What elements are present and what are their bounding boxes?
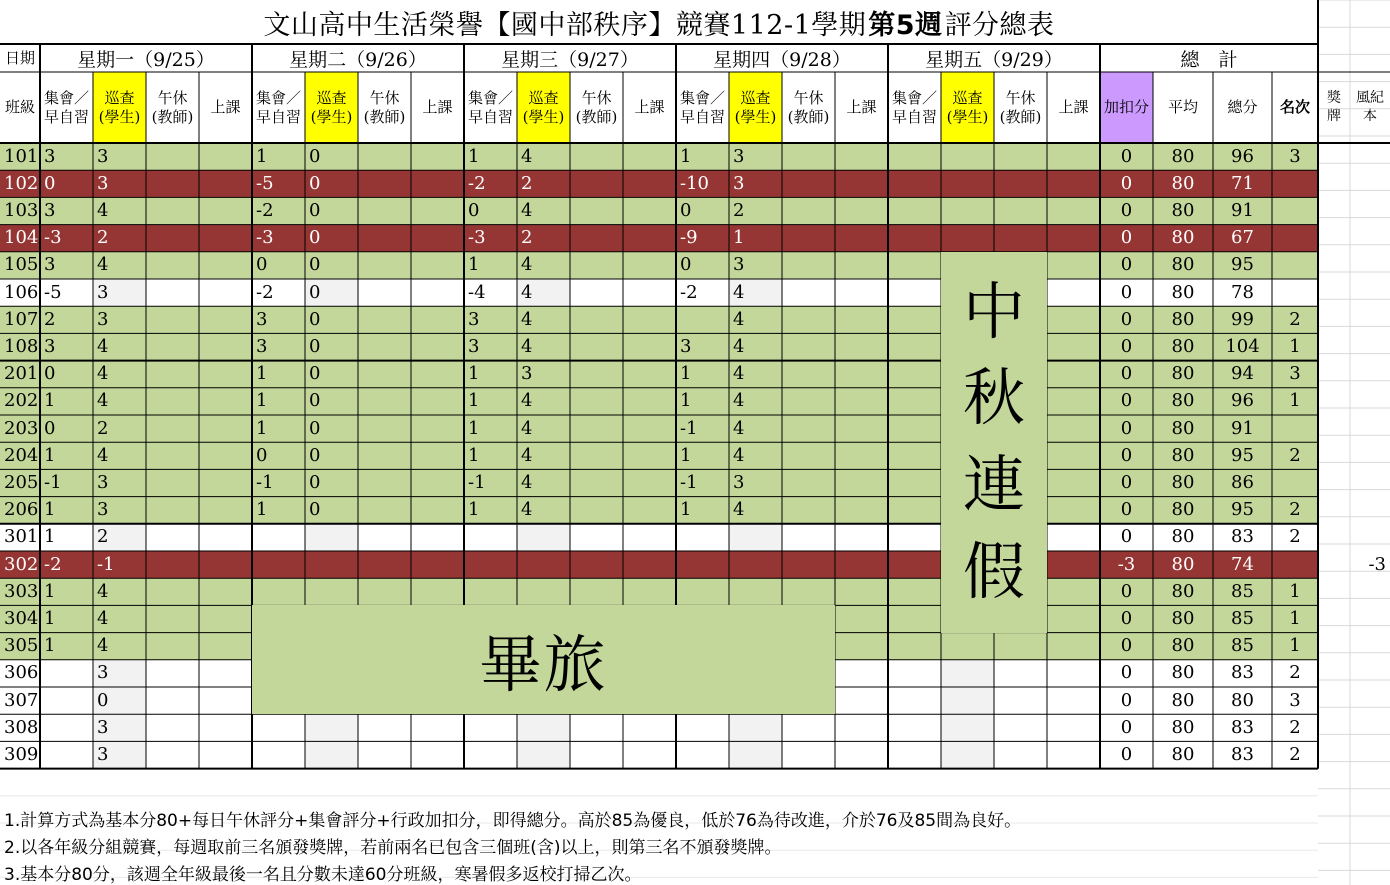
class-cell: 201 [0, 361, 40, 388]
total-score-cell: 83 [1213, 714, 1272, 741]
subcol-header: 集會／ 早自習 [43, 88, 89, 126]
score-cell: 1 [252, 497, 305, 524]
score-cell: 3 [40, 252, 93, 279]
average-cell: 80 [1153, 714, 1213, 741]
rank-cell: 2 [1272, 660, 1318, 687]
total-col-header: 平均 [1167, 98, 1198, 117]
score-cell: 4 [517, 388, 570, 415]
score-cell: 0 [93, 687, 146, 714]
score-cell: 0 [305, 497, 358, 524]
subcol-header: 午休 (教師) [363, 88, 406, 126]
score-cell: 4 [729, 361, 782, 388]
score-cell: -1 [464, 469, 517, 496]
rank-cell: 3 [1272, 361, 1318, 388]
average-cell: 80 [1153, 170, 1213, 197]
subcol-header: 午休 (教師) [999, 88, 1042, 126]
rank-cell: 2 [1272, 306, 1318, 333]
class-cell: 105 [0, 252, 40, 279]
score-cell: -3 [252, 225, 305, 252]
score-cell: 2 [93, 415, 146, 442]
score-cell: 3 [93, 279, 146, 306]
subcol-header: 上課 [422, 98, 453, 117]
score-cell: 1 [252, 388, 305, 415]
score-cell: -2 [252, 279, 305, 306]
footnote: 3.基本分80分，該週全年級最後一名且分數未達60分班級，寒暑假多返校打掃乙次。 [4, 865, 642, 885]
total-score-cell: 83 [1213, 660, 1272, 687]
score-cell: 4 [93, 252, 146, 279]
score-cell: 1 [40, 633, 93, 660]
rank-cell: 3 [1272, 687, 1318, 714]
extra-col-header: 風紀 本 [1356, 90, 1384, 124]
score-cell: 3 [729, 170, 782, 197]
class-cell: 103 [0, 197, 40, 224]
subcol-header: 午休 (教師) [787, 88, 830, 126]
score-cell: 0 [252, 252, 305, 279]
score-cell: 0 [305, 279, 358, 306]
day-header: 星期一（9/25） [77, 48, 215, 71]
subcol-header: 巡查 (學生) [941, 72, 994, 143]
score-cell: 1 [40, 442, 93, 469]
total-col-header: 加扣分 [1100, 72, 1153, 143]
score-cell: 3 [729, 469, 782, 496]
score-cell: 0 [305, 252, 358, 279]
subcol-header: 集會／ 早自習 [255, 88, 301, 126]
score-cell: 0 [305, 170, 358, 197]
rank-cell: 3 [1272, 143, 1318, 170]
average-cell: 80 [1153, 197, 1213, 224]
add-score-cell: 0 [1100, 578, 1153, 605]
add-score-cell: -3 [1100, 551, 1153, 578]
score-cell: 4 [729, 279, 782, 306]
score-cell: 4 [93, 333, 146, 360]
score-cell: 0 [464, 197, 517, 224]
score-cell: 3 [676, 333, 729, 360]
title-week: 第5週 [868, 9, 943, 41]
score-cell: -2 [464, 170, 517, 197]
subcol-header: 巡查 (學生) [93, 72, 146, 143]
score-cell: -1 [676, 469, 729, 496]
score-cell: 0 [305, 333, 358, 360]
total-score-cell: 99 [1213, 306, 1272, 333]
score-cell: 0 [676, 197, 729, 224]
rank-cell: 2 [1272, 524, 1318, 551]
score-cell: 3 [40, 197, 93, 224]
score-cell: 4 [517, 333, 570, 360]
total-score-cell: 80 [1213, 687, 1272, 714]
subcol-header: 巡查 (學生) [729, 72, 782, 143]
score-cell: 4 [517, 279, 570, 306]
score-cell: 3 [252, 306, 305, 333]
score-cell: 3 [93, 306, 146, 333]
score-cell: 0 [40, 170, 93, 197]
score-cell: 2 [517, 225, 570, 252]
score-cell: -3 [464, 225, 517, 252]
add-score-cell: 0 [1100, 306, 1153, 333]
subcol-header: 午休 (教師) [151, 88, 194, 126]
day-header: 星期四（9/28） [713, 48, 851, 71]
score-cell: 1 [676, 143, 729, 170]
average-cell: 80 [1153, 469, 1213, 496]
score-cell: 1 [464, 388, 517, 415]
score-cell: 0 [305, 442, 358, 469]
subcol-header: 上課 [210, 98, 241, 117]
rank-cell: 2 [1272, 442, 1318, 469]
score-cell: 1 [252, 361, 305, 388]
total-score-cell: 104 [1213, 333, 1272, 360]
score-cell: 1 [676, 442, 729, 469]
score-cell: 4 [93, 388, 146, 415]
discipline-book-cell: -3 [1368, 553, 1386, 575]
score-cell: 0 [305, 415, 358, 442]
add-score-cell: 0 [1100, 388, 1153, 415]
subcol-header: 午休 (教師) [575, 88, 618, 126]
total-score-cell: 85 [1213, 633, 1272, 660]
class-cell: 202 [0, 388, 40, 415]
average-cell: 80 [1153, 605, 1213, 632]
score-cell: 0 [305, 225, 358, 252]
class-cell: 302 [0, 551, 40, 578]
total-score-cell: 96 [1213, 143, 1272, 170]
rank-cell: 1 [1272, 578, 1318, 605]
score-cell: -10 [676, 170, 729, 197]
total-score-cell: 91 [1213, 415, 1272, 442]
score-cell: -3 [40, 225, 93, 252]
score-cell: 1 [464, 415, 517, 442]
add-score-cell: 0 [1100, 197, 1153, 224]
score-cell: 0 [305, 388, 358, 415]
average-cell: 80 [1153, 633, 1213, 660]
score-cell: 0 [305, 143, 358, 170]
score-cell: 4 [517, 497, 570, 524]
average-cell: 80 [1153, 442, 1213, 469]
score-cell: 3 [464, 306, 517, 333]
score-cell: 4 [93, 633, 146, 660]
score-cell: 1 [464, 442, 517, 469]
score-cell: 3 [93, 170, 146, 197]
total-score-cell: 85 [1213, 578, 1272, 605]
class-cell: 303 [0, 578, 40, 605]
footnote: 1.計算方式為基本分80+每日午休評分+集會評分+行政加扣分，即得總分。高於85為優良，低於76為待改進，介於76及85間為良好。 [4, 811, 1022, 831]
score-cell: 3 [93, 143, 146, 170]
score-cell: 1 [40, 524, 93, 551]
total-col-header: 總分 [1227, 98, 1258, 117]
trip-label: 畢旅 [479, 628, 608, 702]
title-prefix: 文山高中生活榮譽【國中部秩序】競賽112-1學期 [263, 9, 867, 41]
score-cell: 3 [40, 333, 93, 360]
score-cell: 3 [729, 143, 782, 170]
total-score-cell: 96 [1213, 388, 1272, 415]
add-score-cell: 0 [1100, 415, 1153, 442]
score-cell: -1 [40, 469, 93, 496]
score-cell: 3 [517, 361, 570, 388]
score-cell: 0 [305, 469, 358, 496]
score-cell: -4 [464, 279, 517, 306]
day-header: 星期三（9/27） [501, 48, 639, 71]
score-cell: 1 [252, 415, 305, 442]
average-cell: 80 [1153, 687, 1213, 714]
score-cell: -2 [252, 197, 305, 224]
total-score-cell: 95 [1213, 252, 1272, 279]
score-cell: 0 [676, 252, 729, 279]
score-cell: 3 [93, 714, 146, 741]
subcol-header: 集會／ 早自習 [467, 88, 513, 126]
average-cell: 80 [1153, 524, 1213, 551]
score-cell: 4 [93, 361, 146, 388]
rank-cell: 1 [1272, 633, 1318, 660]
holiday-char: 秋 [962, 361, 1025, 435]
holiday-char: 中 [962, 274, 1025, 348]
score-cell: 1 [40, 605, 93, 632]
total-score-cell: 78 [1213, 279, 1272, 306]
score-cell: 3 [93, 741, 146, 768]
holiday-char: 假 [962, 534, 1025, 608]
score-cell: -5 [252, 170, 305, 197]
subcol-header: 集會／ 早自習 [891, 88, 937, 126]
score-cell: 1 [729, 225, 782, 252]
score-cell: 4 [93, 578, 146, 605]
class-cell: 108 [0, 333, 40, 360]
add-score-cell: 0 [1100, 225, 1153, 252]
total-score-cell: 94 [1213, 361, 1272, 388]
score-cell: 2 [93, 225, 146, 252]
add-score-cell: 0 [1100, 252, 1153, 279]
class-cell: 304 [0, 605, 40, 632]
average-cell: 80 [1153, 361, 1213, 388]
add-score-cell: 0 [1100, 442, 1153, 469]
score-cell: 0 [40, 361, 93, 388]
subcol-header: 上課 [1058, 98, 1089, 117]
score-cell: 1 [464, 361, 517, 388]
average-cell: 80 [1153, 551, 1213, 578]
add-score-cell: 0 [1100, 361, 1153, 388]
total-score-cell: 95 [1213, 497, 1272, 524]
score-cell: 3 [93, 660, 146, 687]
add-score-cell: 0 [1100, 279, 1153, 306]
score-cell: 0 [305, 197, 358, 224]
subcol-header: 巡查 (學生) [517, 72, 570, 143]
total-score-cell: 85 [1213, 605, 1272, 632]
score-cell: 2 [729, 197, 782, 224]
score-cell: 4 [517, 197, 570, 224]
score-cell: 4 [93, 197, 146, 224]
score-cell: 3 [729, 252, 782, 279]
score-cell: 1 [40, 578, 93, 605]
score-cell: 4 [729, 442, 782, 469]
score-cell: 1 [676, 388, 729, 415]
score-cell: 1 [464, 252, 517, 279]
score-cell: 4 [517, 306, 570, 333]
class-label: 班級 [4, 98, 35, 116]
day-header: 星期二（9/26） [289, 48, 427, 71]
add-score-cell: 0 [1100, 524, 1153, 551]
add-score-cell: 0 [1100, 660, 1153, 687]
class-cell: 101 [0, 143, 40, 170]
score-cell: 1 [464, 143, 517, 170]
class-cell: 308 [0, 714, 40, 741]
class-cell: 307 [0, 687, 40, 714]
holiday-char: 連 [962, 448, 1025, 522]
title-suffix: 評分總表 [944, 9, 1055, 41]
score-cell: 1 [676, 361, 729, 388]
average-cell: 80 [1153, 388, 1213, 415]
score-cell: 4 [517, 415, 570, 442]
score-cell: 1 [252, 143, 305, 170]
rank-cell: 1 [1272, 333, 1318, 360]
extra-col-header: 獎 牌 [1327, 90, 1341, 124]
add-score-cell: 0 [1100, 714, 1153, 741]
score-cell: 4 [729, 333, 782, 360]
score-cell: -2 [676, 279, 729, 306]
score-cell: 2 [93, 524, 146, 551]
class-cell: 305 [0, 633, 40, 660]
score-cell: 1 [676, 497, 729, 524]
average-cell: 80 [1153, 660, 1213, 687]
average-cell: 80 [1153, 225, 1213, 252]
total-score-cell: 71 [1213, 170, 1272, 197]
average-cell: 80 [1153, 578, 1213, 605]
score-cell: -1 [93, 551, 146, 578]
average-cell: 80 [1153, 497, 1213, 524]
score-cell: 4 [517, 143, 570, 170]
score-cell: 4 [517, 469, 570, 496]
average-cell: 80 [1153, 143, 1213, 170]
total-score-cell: 74 [1213, 551, 1272, 578]
add-score-cell: 0 [1100, 469, 1153, 496]
rank-cell: 2 [1272, 497, 1318, 524]
footnote: 2.以各年級分組競賽，每週取前三名頒發獎牌，若前兩名已包含三個班(含)以上，則第三名不頒發獎牌。 [4, 838, 782, 858]
score-cell: 0 [252, 442, 305, 469]
score-cell: 3 [464, 333, 517, 360]
total-score-cell: 95 [1213, 442, 1272, 469]
average-cell: 80 [1153, 306, 1213, 333]
class-cell: 301 [0, 524, 40, 551]
score-cell: 4 [729, 415, 782, 442]
score-cell: 1 [40, 388, 93, 415]
total-score-cell: 67 [1213, 225, 1272, 252]
subcol-header: 上課 [846, 98, 877, 117]
add-score-cell: 0 [1100, 170, 1153, 197]
add-score-cell: 0 [1100, 633, 1153, 660]
score-cell: 3 [93, 469, 146, 496]
holiday-merged-cell [941, 252, 1047, 633]
rank-cell: 1 [1272, 388, 1318, 415]
average-cell: 80 [1153, 279, 1213, 306]
score-cell: 0 [40, 415, 93, 442]
total-score-cell: 83 [1213, 524, 1272, 551]
subcol-header: 巡查 (學生) [305, 72, 358, 143]
score-cell: 4 [93, 442, 146, 469]
class-cell: 203 [0, 415, 40, 442]
score-cell: -5 [40, 279, 93, 306]
class-cell: 309 [0, 741, 40, 768]
add-score-cell: 0 [1100, 687, 1153, 714]
add-score-cell: 0 [1100, 333, 1153, 360]
total-header: 總 計 [1180, 48, 1238, 71]
average-cell: 80 [1153, 252, 1213, 279]
add-score-cell: 0 [1100, 497, 1153, 524]
class-cell: 106 [0, 279, 40, 306]
total-score-cell: 83 [1213, 741, 1272, 768]
average-cell: 80 [1153, 415, 1213, 442]
score-cell: -1 [676, 415, 729, 442]
score-cell: 2 [40, 306, 93, 333]
class-cell: 104 [0, 225, 40, 252]
score-cell: -2 [40, 551, 93, 578]
subcol-header: 集會／ 早自習 [679, 88, 725, 126]
score-cell: -9 [676, 225, 729, 252]
score-cell: 3 [40, 143, 93, 170]
rank-cell: 2 [1272, 714, 1318, 741]
score-cell: -1 [252, 469, 305, 496]
score-cell: 4 [729, 497, 782, 524]
add-score-cell: 0 [1100, 143, 1153, 170]
score-cell: 0 [305, 306, 358, 333]
score-cell: 1 [40, 497, 93, 524]
total-score-cell: 91 [1213, 197, 1272, 224]
score-cell: 4 [517, 442, 570, 469]
rank-cell: 1 [1272, 605, 1318, 632]
score-cell: 3 [252, 333, 305, 360]
average-cell: 80 [1153, 741, 1213, 768]
class-cell: 107 [0, 306, 40, 333]
trip-merged-cell [252, 605, 835, 714]
score-cell: 4 [729, 388, 782, 415]
rank-cell: 2 [1272, 741, 1318, 768]
class-cell: 102 [0, 170, 40, 197]
total-col-header: 名次 [1279, 98, 1310, 117]
class-cell: 205 [0, 469, 40, 496]
score-cell: 1 [464, 497, 517, 524]
class-cell: 306 [0, 660, 40, 687]
add-score-cell: 0 [1100, 605, 1153, 632]
day-header: 星期五（9/29） [925, 48, 1063, 71]
score-cell: 3 [93, 497, 146, 524]
add-score-cell: 0 [1100, 741, 1153, 768]
score-cell: 2 [517, 170, 570, 197]
score-cell: 4 [93, 605, 146, 632]
score-cell: 0 [305, 361, 358, 388]
subcol-header: 上課 [634, 98, 665, 117]
score-cell: 4 [517, 252, 570, 279]
class-cell: 204 [0, 442, 40, 469]
class-cell: 206 [0, 497, 40, 524]
average-cell: 80 [1153, 333, 1213, 360]
total-score-cell: 86 [1213, 469, 1272, 496]
score-cell: 4 [729, 306, 782, 333]
date-label: 日期 [4, 48, 35, 67]
